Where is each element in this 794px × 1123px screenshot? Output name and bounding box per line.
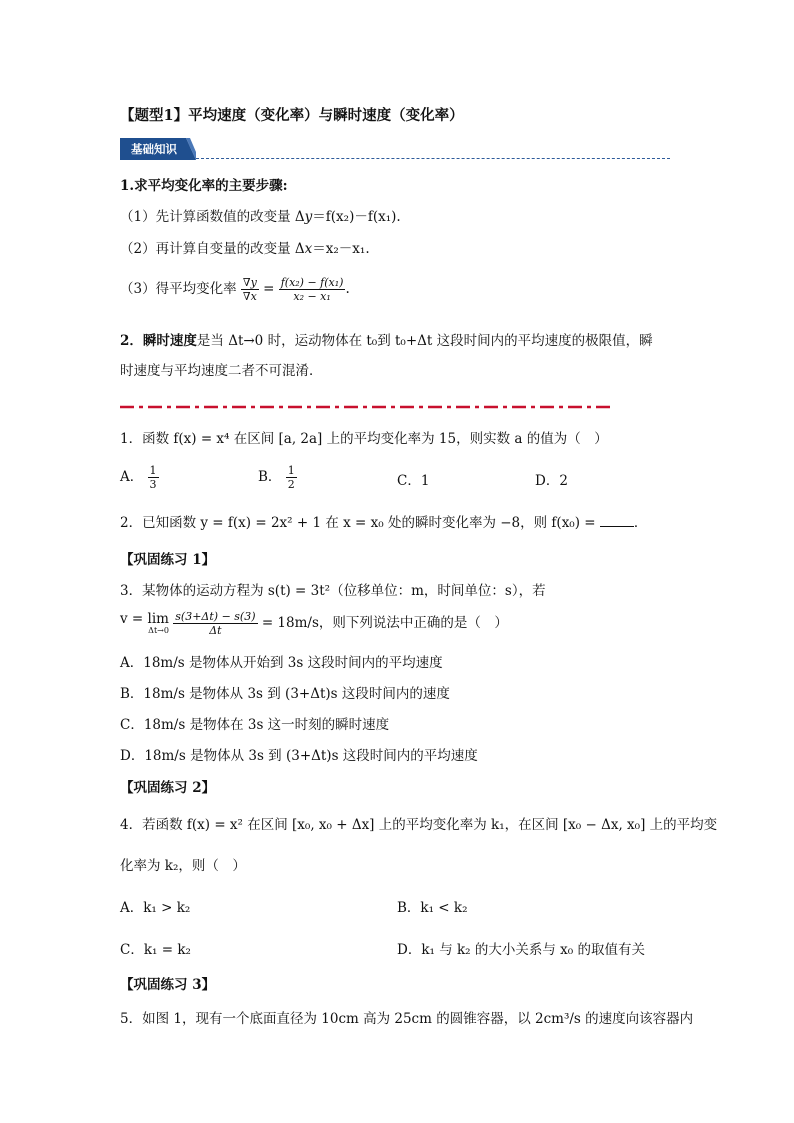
q3-limit: v = lim Δt→0 [120,611,169,635]
q3-option-d: D．18m/s 是物体从 3s 到 (3+Δt)s 这段时间内的平均速度 [120,748,478,764]
q2-answer-blank[interactable] [600,514,634,527]
practice-1-heading: 【巩固练习 1】 [120,552,216,568]
practice-3-heading: 【巩固练习 3】 [120,977,216,993]
red-separator [120,405,614,409]
q4-stem-1: 4．若函数 f(x) = x² 在区间 [x₀, x₀ + Δx] 上的平均变化率为 k₁，在区间 [x₀ − Δx, x₀] 上的平均变 [120,817,718,833]
q5-stem-1: 5．如图 1，现有一个底面直径为 10cm 高为 25cm 的圆锥容器，以 2cm³/s 的速度向该容器内 [120,1011,694,1027]
knowledge-heading-2-cont: 时速度与平均速度二者不可混淆． [120,363,323,379]
q1-stem: 1．函数 f(x) = x⁴ 在区间 [a, 2a] 上的平均变化率为 15，则实数 a 的值为（ ） [120,431,608,447]
q3-option-a: A．18m/s 是物体从开始到 3s 这段时间内的平均速度 [120,655,443,671]
q3-limit-fraction: $\frac{s(3+\Delta t) - s(3)}{\Delta t}$ [175,610,256,637]
knowledge-heading-1: 1.求平均变化率的主要步骤: [120,178,288,194]
q4-option-d: D．k₁ 与 k₂ 的大小关系与 x₀ 的取值有关 [397,942,645,958]
q4-stem-2: 化率为 k₂，则（ ） [120,858,246,874]
section-divider [196,158,670,159]
page-title: 【题型1】平均速度（变化率）与瞬时速度（变化率） [120,107,464,124]
q3-stem-1: 3．某物体的运动方程为 s(t) = 3t²（位移单位：m，时间单位：s），若 [120,583,546,599]
q2-stem: 2．已知函数 y = f(x) = 2x² + 1 在 x = x₀ 处的瞬时变化率为 −8，则 f(x₀) = ． [120,515,648,531]
knowledge-heading-2: 2．瞬时速度是当 Δt→0 时，运动物体在 t₀到 t₀+Δt 这段时间内的平均速度的极限值，瞬 [120,333,653,349]
knowledge-step-3: （3）得平均变化率 $\frac{\nabla y}{\nabla x}$ = $\frac{\text{f(x₂) − f(x₁)}}{\text{x₂ − x₁}}$ . [120,276,350,303]
q1-option-c: C．1 [397,473,430,489]
knowledge-step-1: （1）先计算函数值的改变量 Δy＝f(x₂)－f(x₁). [120,209,401,225]
practice-2-heading: 【巩固练习 2】 [120,780,216,796]
q1-option-d: D．2 [535,473,568,489]
avg-rate-fraction-1: $\frac{\nabla y}{\nabla x}$ [242,276,257,303]
q4-option-a: A．k₁ > k₂ [120,900,191,916]
q3-option-b: B．18m/s 是物体从 3s 到 (3+Δt)s 这段时间内的速度 [120,686,450,702]
q4-option-c: C．k₁ = k₂ [120,942,191,958]
q1-option-a-fraction: $\frac{1}{3}$ [149,464,157,491]
q1-option-a: A． $\frac{1}{3}$ [120,464,157,491]
knowledge-step-2: （2）再计算自变量的改变量 Δx＝x₂－x₁. [120,241,370,257]
avg-rate-fraction-2: $\frac{\text{f(x₂) − f(x₁)}}{\text{x₂ − x₁}}$ [280,276,344,303]
section-badge-label: 基础知识 [131,142,177,156]
q1-option-b: B． $\frac{1}{2}$ [258,464,295,491]
q3-stem-2: v = lim Δt→0 $\frac{s(3+\Delta t) - s(3)}{\Delta t}$ = 18m/s，则下列说法中正确的是（ ） [120,610,508,637]
q3-option-c: C．18m/s 是物体在 3s 这一时刻的瞬时速度 [120,717,390,733]
q1-option-b-fraction: $\frac{1}{2}$ [287,464,295,491]
q4-option-b: B．k₁ < k₂ [397,900,468,916]
